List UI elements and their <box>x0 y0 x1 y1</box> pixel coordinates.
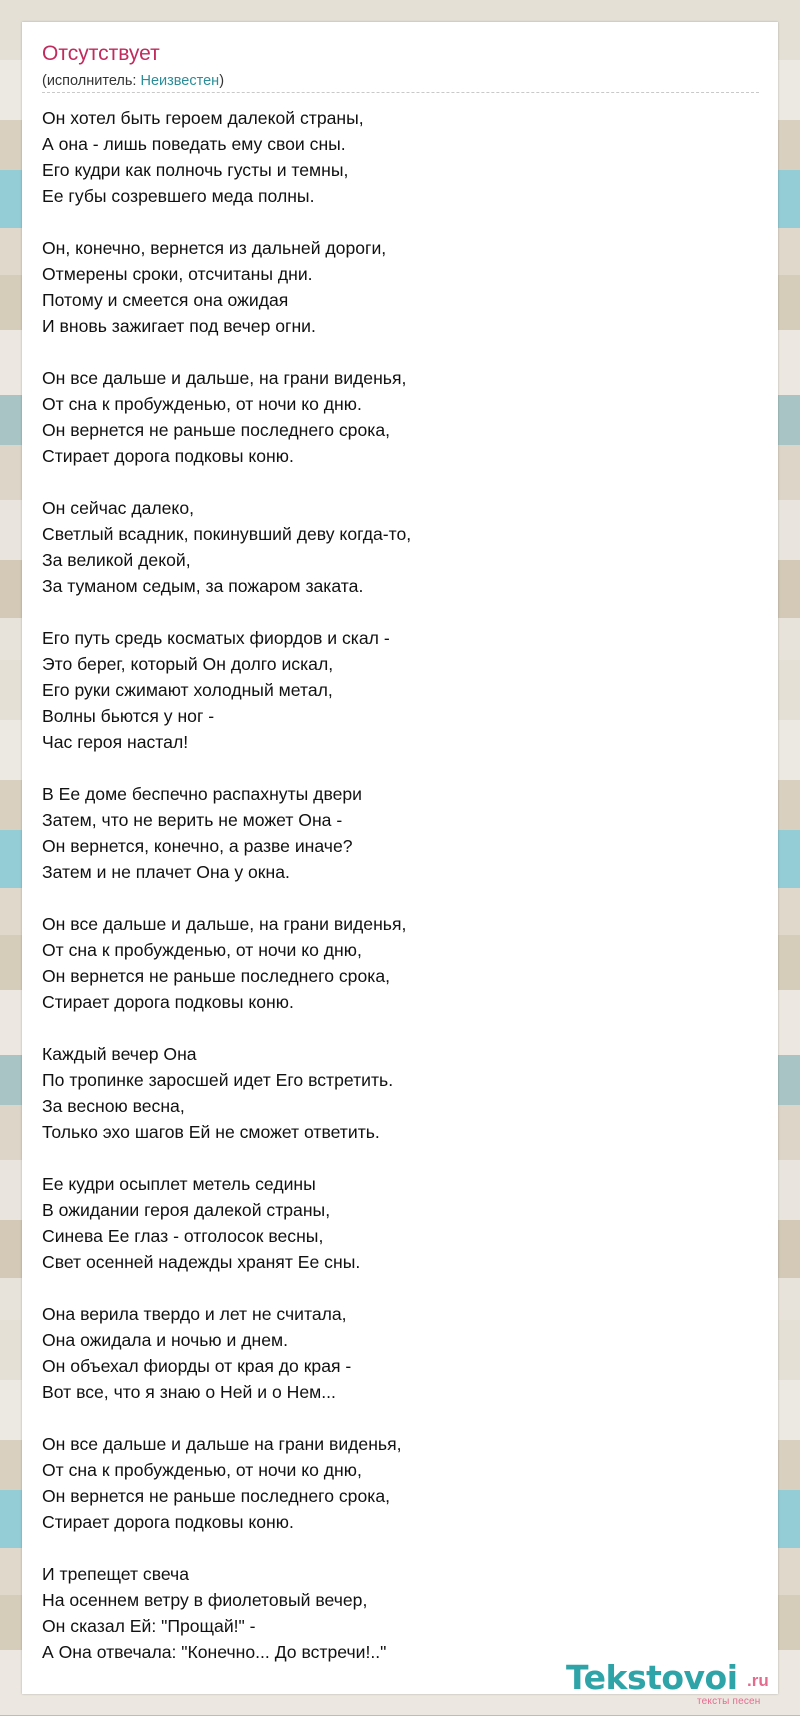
lyric-line: Стирает дорога подковы коню. <box>42 446 294 466</box>
lyric-line: Она верила твердо и лет не считала, <box>42 1304 347 1324</box>
lyric-line: Он все дальше и дальше на грани виденья, <box>42 1434 402 1454</box>
stanza-gap <box>42 1145 742 1171</box>
lyric-line: На осеннем ветру в фиолетовый вечер, <box>42 1590 368 1610</box>
lyric-line: Его кудри как полночь густы и темны, <box>42 160 349 180</box>
stanza-gap <box>42 469 742 495</box>
lyric-line: За великой декой, <box>42 550 191 570</box>
song-title: Отсутствует <box>42 42 160 65</box>
lyric-line: За весною весна, <box>42 1096 185 1116</box>
logo-wordmark: Tekstovoi <box>566 1658 738 1697</box>
lyrics-card <box>22 22 778 1707</box>
lyric-line: Вот все, что я знаю о Ней и о Нем... <box>42 1382 336 1402</box>
lyric-line: Он сейчас далеко, <box>42 498 195 518</box>
stanza-gap <box>42 599 742 625</box>
lyric-line: И трепещет свеча <box>42 1564 189 1584</box>
lyric-line: Он вернется не раньше последнего срока, <box>42 420 390 440</box>
stanza-gap <box>42 1275 742 1301</box>
lyric-line: Стирает дорога подковы коню. <box>42 1512 294 1532</box>
logo-tagline: тексты песен <box>697 1696 761 1707</box>
stanza-gap <box>42 339 742 365</box>
artist-suffix: ) <box>219 73 225 89</box>
lyric-line: Волны бьются у ног - <box>42 706 215 726</box>
logo-domain: .ru <box>747 1671 769 1690</box>
lyric-line: Синева Ее глаз - отголосок весны, <box>42 1226 324 1246</box>
lyric-line: И вновь зажигает под вечер огни. <box>42 316 316 336</box>
artist-prefix: (исполнитель: <box>42 73 141 89</box>
lyric-line: Стирает дорога подковы коню. <box>42 992 294 1012</box>
lyric-line: Он вернется не раньше последнего срока, <box>42 966 390 986</box>
lyric-line: Он вернется, конечно, а разве иначе? <box>42 836 353 856</box>
lyric-line: По тропинке заросшей идет Его встретить. <box>42 1070 394 1090</box>
lyric-line: За туманом седым, за пожаром заката. <box>42 576 364 596</box>
lyric-line: От сна к пробужденью, от ночи ко дню. <box>42 394 362 414</box>
stanza-gap <box>42 755 742 781</box>
lyric-line: Потому и смеется она ожидая <box>42 290 289 310</box>
lyrics-text <box>42 105 742 1665</box>
artist-link[interactable]: Неизвестен <box>140 73 220 89</box>
lyric-line: От сна к пробужденью, от ночи ко дню, <box>42 1460 362 1480</box>
lyric-line: Он, конечно, вернется из дальней дороги, <box>42 238 387 258</box>
lyric-line: Она ожидала и ночью и днем. <box>42 1330 288 1350</box>
lyric-line: В ожидании героя далекой страны, <box>42 1200 331 1220</box>
lyric-line: Затем, что не верить не может Она - <box>42 810 343 830</box>
lyric-line: Отмерены сроки, отсчитаны дни. <box>42 264 313 284</box>
lyric-line: Он все дальше и дальше, на грани виденья, <box>42 368 407 388</box>
dashed-divider <box>42 92 759 93</box>
lyric-line: Он сказал Ей: "Прощай!" - <box>42 1616 256 1636</box>
lyric-line: Затем и не плачет Она у окна. <box>42 862 290 882</box>
site-logo[interactable] <box>566 1660 786 1706</box>
lyric-line: Это берег, который Он долго искал, <box>42 654 334 674</box>
lyric-line: Час героя настал! <box>42 732 189 752</box>
lyric-line: В Ее доме беспечно распахнуты двери <box>42 784 362 804</box>
lyric-line: Его руки сжимают холодный метал, <box>42 680 333 700</box>
lyric-line: Его путь средь косматых фиордов и скал - <box>42 628 390 648</box>
lyric-line: Он объехал фиорды от края до края - <box>42 1356 352 1376</box>
stanza-gap <box>42 1015 742 1041</box>
artist-line <box>42 72 224 90</box>
lyric-line: Каждый вечер Она <box>42 1044 197 1064</box>
stanza-gap <box>42 1405 742 1431</box>
lyric-line: Он все дальше и дальше, на грани виденья, <box>42 914 407 934</box>
lyric-line: От сна к пробужденью, от ночи ко дню, <box>42 940 362 960</box>
stanza-gap <box>42 885 742 911</box>
stanza-gap <box>42 209 742 235</box>
stanza-gap <box>42 1535 742 1561</box>
lyric-line: Ее кудри осыплет метель седины <box>42 1174 316 1194</box>
lyric-line: А Она отвечала: "Конечно... До встречи!.." <box>42 1642 387 1662</box>
lyric-line: Свет осенней надежды хранят Ее сны. <box>42 1252 361 1272</box>
lyric-line: А она - лишь поведать ему свои сны. <box>42 134 346 154</box>
lyric-line: Светлый всадник, покинувший деву когда-то, <box>42 524 412 544</box>
lyric-line: Только эхо шагов Ей не сможет ответить. <box>42 1122 380 1142</box>
lyric-line: Он хотел быть героем далекой страны, <box>42 108 364 128</box>
lyric-line: Он вернется не раньше последнего срока, <box>42 1486 390 1506</box>
lyric-line: Ее губы созревшего меда полны. <box>42 186 315 206</box>
